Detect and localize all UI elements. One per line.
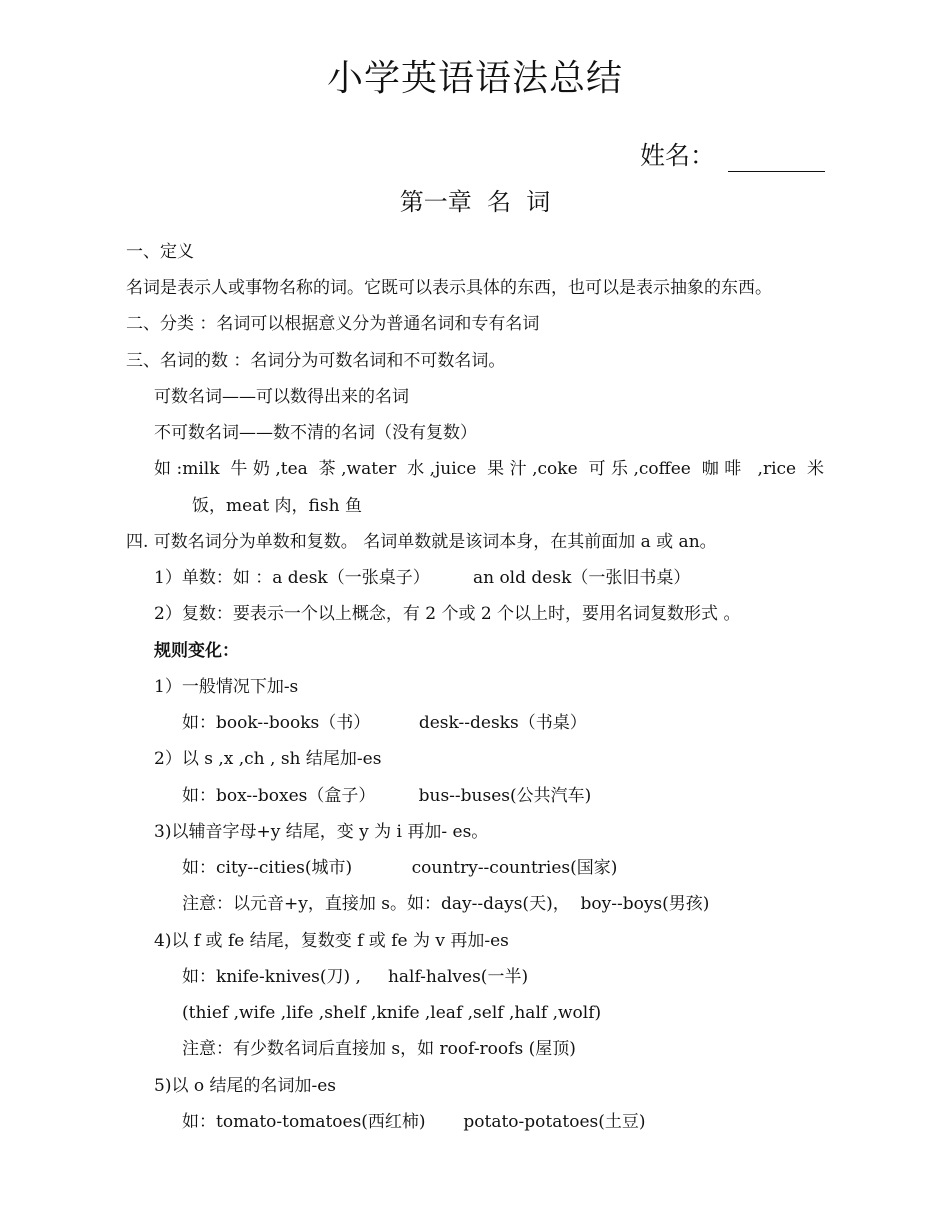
uncountable-examples-cont: 饭，meat 肉，fish 鱼: [192, 496, 362, 516]
rule-2-example: 如：box--boxes（盒子） bus--buses(公共汽车): [182, 786, 592, 806]
singular-rule: 1）单数：如 ：a desk（一张桌子） an old desk（一张旧书桌）: [154, 568, 691, 588]
rule-4-note: 注意：有少数名词后直接加 s，如 roof-roofs (屋顶): [182, 1039, 576, 1059]
section-singular-plural: 四. 可数名词分为单数和复数。 名词单数就是该词本身，在其前面加 a 或 an。: [126, 532, 717, 552]
countable-noun-text: 可数名词——可以数得出来的名词: [154, 387, 409, 407]
rule-3: 3)以辅音字母+y 结尾，变 y 为 i 再加- es。: [154, 822, 489, 842]
name-label: 姓名：: [640, 141, 716, 170]
rule-4-example: 如：knife-knives(刀) , half-halves(一半): [182, 967, 529, 987]
rule-4: 4)以 f 或 fe 结尾，复数变 f 或 fe 为 v 再加-es: [154, 931, 509, 951]
document-title: 小学英语语法总结: [326, 58, 623, 99]
definition-text: 名词是表示人或事物名称的词。它既可以表示具体的东西，也可以是表示抽象的东西。: [126, 278, 772, 298]
uncountable-noun-text: 不可数名词——数不清的名词（没有复数）: [154, 423, 477, 443]
name-blank-line: [728, 171, 825, 172]
section-number-heading: 三、名词的数 ：名词分为可数名词和不可数名词。: [126, 351, 506, 371]
plural-rule: 2）复数：要表示一个以上概念，有 2 个或 2 个以上时，要用名词复数形式 。: [154, 604, 741, 624]
rule-1-example: 如：book--books（书） desk--desks（书桌）: [182, 713, 587, 733]
rule-5: 5)以 o 结尾的名词加-es: [154, 1076, 337, 1096]
regular-changes-heading: 规则变化：: [154, 641, 239, 661]
rule-4-word-list: (thief ,wife ,life ,shelf ,knife ,leaf ,self ,half ,wolf): [182, 1003, 602, 1023]
rule-3-note: 注意：以元音+y，直接加 s。如：day--days(天)， boy--boys(男孩): [182, 894, 710, 914]
rule-5-example: 如：tomato-tomatoes(西红柿) potato-potatoes(土豆): [182, 1112, 646, 1132]
chapter-heading: 第一章 名 词: [399, 188, 551, 216]
section-definition-heading: 一、定义: [126, 242, 194, 262]
rule-1: 1）一般情况下加-s: [154, 677, 299, 697]
section-classification: 二、分类 ：名词可以根据意义分为普通名词和专有名词: [126, 314, 540, 334]
uncountable-examples: 如:milk 牛奶,tea 茶,water 水,juice 果汁,coke 可乐,coffee 咖啡 ,rice 米: [154, 459, 824, 479]
rule-3-example: 如：city--cities(城市) country--countries(国家): [182, 858, 618, 878]
rule-2: 2）以 s ,x ,ch , sh 结尾加-es: [154, 749, 382, 769]
